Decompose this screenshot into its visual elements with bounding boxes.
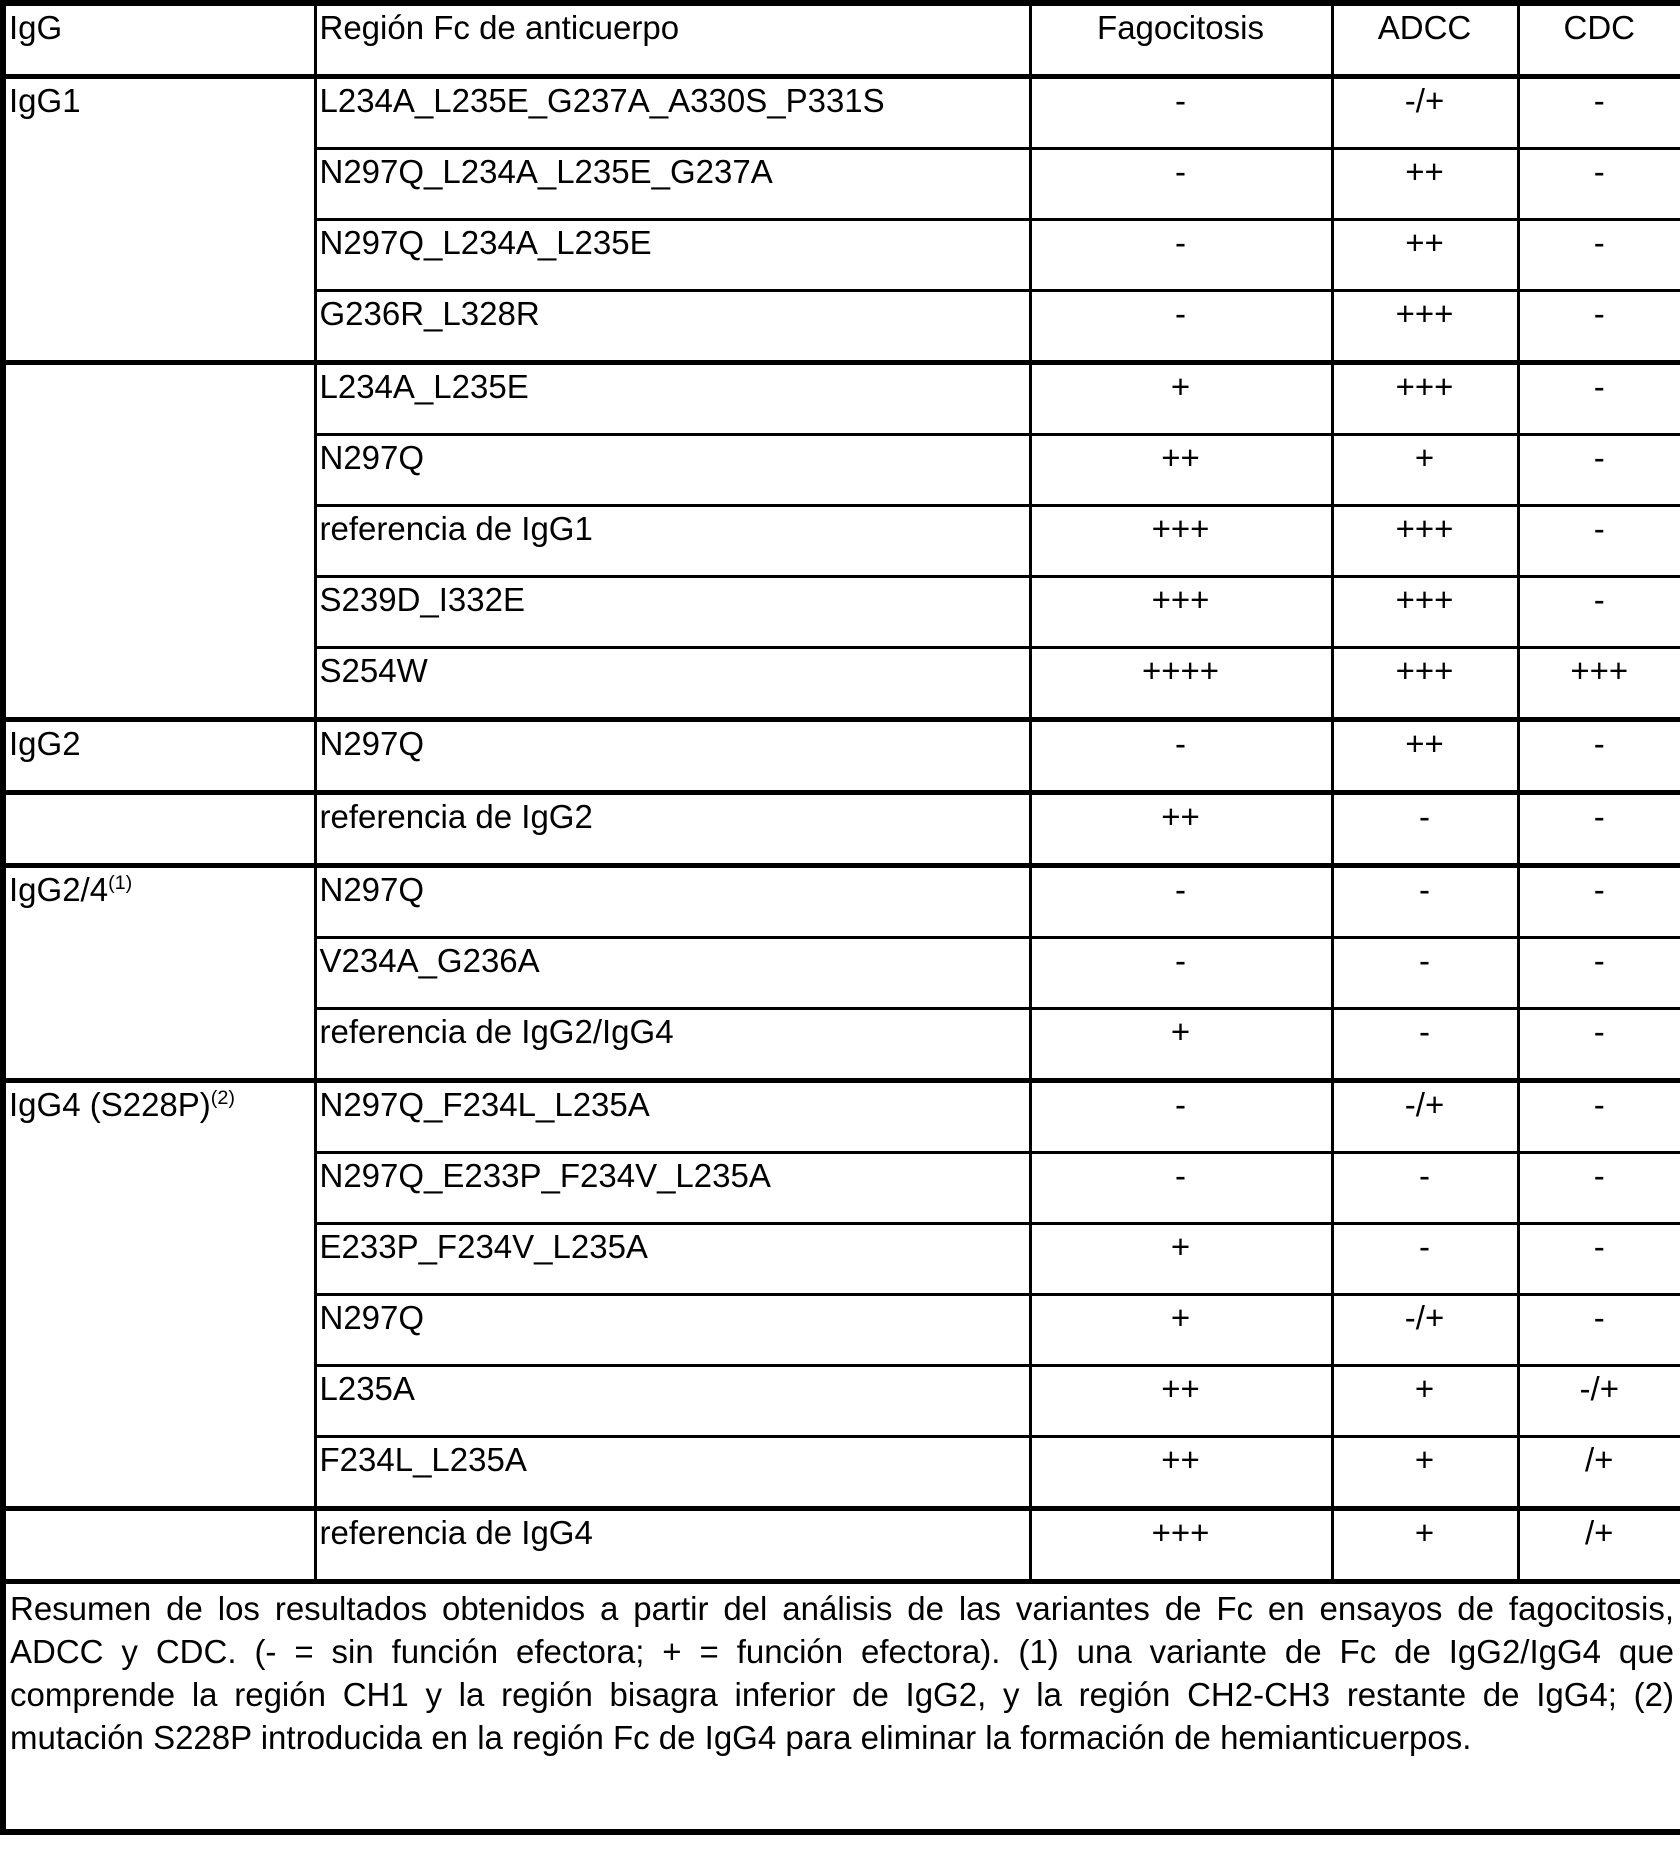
region-cell: N297Q_E233P_F234V_L235A	[315, 1153, 1030, 1224]
adcc-cell: +	[1332, 1366, 1518, 1437]
region-cell: referencia de IgG2	[315, 793, 1030, 866]
table-row	[3, 363, 1680, 435]
table-footnote: Resumen de los resultados obtenidos a partir del análisis de las variantes de Fc en ensayos de fagocitosis, ADCC y CDC. (- = sin función efectora; + = función efectora). (1) una variante de Fc de IgG2/IgG4 que comprende la región CH1 y la región bisagra inferior de IgG2, y la región CH2-CH3 restante de IgG4; (2) mutación S228P introducida en la región Fc de IgG4 para eliminar la formación de hemianticuerpos.	[3, 1582, 1680, 1833]
igg-class-footnote-marker: (1)	[108, 872, 133, 894]
col-header-fagocitosis: Fagocitosis	[1030, 3, 1332, 77]
cdc-cell: -	[1518, 1081, 1680, 1153]
adcc-cell: -	[1332, 1224, 1518, 1295]
adcc-cell: +++	[1332, 291, 1518, 363]
adcc-cell: +++	[1332, 363, 1518, 435]
adcc-cell: +	[1332, 1509, 1518, 1582]
cdc-cell: -	[1518, 1295, 1680, 1366]
fagocitosis-cell: ++	[1030, 1366, 1332, 1437]
fagocitosis-cell: -	[1030, 938, 1332, 1009]
adcc-cell: -	[1332, 1009, 1518, 1081]
igg-class-cell	[3, 1081, 315, 1509]
adcc-cell: +++	[1332, 506, 1518, 577]
cdc-cell: -	[1518, 1224, 1680, 1295]
igg-class-label: IgG2	[9, 725, 81, 762]
region-cell: N297Q	[315, 866, 1030, 938]
adcc-cell: ++	[1332, 720, 1518, 793]
cdc-cell: -	[1518, 435, 1680, 506]
adcc-cell: +	[1332, 435, 1518, 506]
table-row	[3, 866, 1680, 938]
region-cell: referencia de IgG4	[315, 1509, 1030, 1582]
cdc-cell: -	[1518, 77, 1680, 149]
cdc-cell: -	[1518, 506, 1680, 577]
region-cell: N297Q_L234A_L235E	[315, 220, 1030, 291]
fagocitosis-cell: -	[1030, 77, 1332, 149]
igg-class-cell	[3, 793, 315, 866]
fagocitosis-cell: +	[1030, 1224, 1332, 1295]
table-row	[3, 1081, 1680, 1153]
adcc-cell: ++	[1332, 149, 1518, 220]
region-cell: E233P_F234V_L235A	[315, 1224, 1030, 1295]
cdc-cell: -	[1518, 220, 1680, 291]
col-header-igg: IgG	[3, 3, 315, 77]
cdc-cell: -	[1518, 938, 1680, 1009]
fagocitosis-cell: ++	[1030, 435, 1332, 506]
igg-class-cell	[3, 77, 315, 363]
region-cell: N297Q	[315, 1295, 1030, 1366]
fagocitosis-cell: +++	[1030, 506, 1332, 577]
adcc-cell: -	[1332, 793, 1518, 866]
fagocitosis-cell: +++	[1030, 577, 1332, 648]
region-cell: L235A	[315, 1366, 1030, 1437]
cdc-cell: -/+	[1518, 1366, 1680, 1437]
region-cell: V234A_G236A	[315, 938, 1030, 1009]
header-row	[3, 3, 1680, 77]
col-header-adcc: ADCC	[1332, 3, 1518, 77]
fagocitosis-cell: +++	[1030, 1509, 1332, 1582]
fagocitosis-cell: -	[1030, 720, 1332, 793]
region-cell: G236R_L328R	[315, 291, 1030, 363]
fagocitosis-cell: +	[1030, 1009, 1332, 1081]
adcc-cell: +++	[1332, 648, 1518, 720]
cdc-cell: -	[1518, 793, 1680, 866]
igg-class-cell	[3, 363, 315, 720]
region-cell: L234A_L235E	[315, 363, 1030, 435]
adcc-cell: -/+	[1332, 77, 1518, 149]
col-header-cdc: CDC	[1518, 3, 1680, 77]
region-cell: S254W	[315, 648, 1030, 720]
adcc-cell: +++	[1332, 577, 1518, 648]
fagocitosis-cell: -	[1030, 866, 1332, 938]
fagocitosis-cell: -	[1030, 1081, 1332, 1153]
adcc-cell: -	[1332, 866, 1518, 938]
region-cell: N297Q	[315, 435, 1030, 506]
adcc-cell: -/+	[1332, 1081, 1518, 1153]
cdc-cell: +++	[1518, 648, 1680, 720]
cdc-cell: /+	[1518, 1437, 1680, 1509]
cdc-cell: -	[1518, 1153, 1680, 1224]
table-row	[3, 1509, 1680, 1582]
fagocitosis-cell: ++	[1030, 1437, 1332, 1509]
fagocitosis-cell: -	[1030, 220, 1332, 291]
adcc-cell: -/+	[1332, 1295, 1518, 1366]
fagocitosis-cell: -	[1030, 1153, 1332, 1224]
footnote-row	[3, 1582, 1680, 1833]
fagocitosis-cell: +	[1030, 363, 1332, 435]
igg-class-cell	[3, 866, 315, 1081]
region-cell: N297Q_F234L_L235A	[315, 1081, 1030, 1153]
adcc-cell: +	[1332, 1437, 1518, 1509]
table-row	[3, 793, 1680, 866]
igg-class-label: IgG1	[9, 82, 81, 119]
cdc-cell: -	[1518, 720, 1680, 793]
region-cell: referencia de IgG1	[315, 506, 1030, 577]
igg-class-footnote-marker: (2)	[210, 1087, 235, 1109]
adcc-cell: -	[1332, 1153, 1518, 1224]
adcc-cell: ++	[1332, 220, 1518, 291]
col-header-region: Región Fc de anticuerpo	[315, 3, 1030, 77]
fagocitosis-cell: -	[1030, 149, 1332, 220]
table-row	[3, 720, 1680, 793]
igg-class-label: IgG2/4	[9, 871, 109, 908]
cdc-cell: -	[1518, 149, 1680, 220]
cdc-cell: -	[1518, 1009, 1680, 1081]
igg-class-cell	[3, 720, 315, 793]
igg-class-label: IgG4 (S228P)	[9, 1086, 211, 1123]
region-cell: L234A_L235E_G237A_A330S_P331S	[315, 77, 1030, 149]
region-cell: S239D_I332E	[315, 577, 1030, 648]
cdc-cell: -	[1518, 866, 1680, 938]
region-cell: F234L_L235A	[315, 1437, 1030, 1509]
cdc-cell: -	[1518, 363, 1680, 435]
fagocitosis-cell: +	[1030, 1295, 1332, 1366]
adcc-cell: -	[1332, 938, 1518, 1009]
fagocitosis-cell: ++	[1030, 793, 1332, 866]
fagocitosis-cell: ++++	[1030, 648, 1332, 720]
region-cell: referencia de IgG2/IgG4	[315, 1009, 1030, 1081]
region-cell: N297Q_L234A_L235E_G237A	[315, 149, 1030, 220]
table-row	[3, 77, 1680, 149]
cdc-cell: -	[1518, 577, 1680, 648]
region-cell: N297Q	[315, 720, 1030, 793]
cdc-cell: -	[1518, 291, 1680, 363]
fagocitosis-cell: -	[1030, 291, 1332, 363]
igg-class-cell	[3, 1509, 315, 1582]
cdc-cell: /+	[1518, 1509, 1680, 1582]
